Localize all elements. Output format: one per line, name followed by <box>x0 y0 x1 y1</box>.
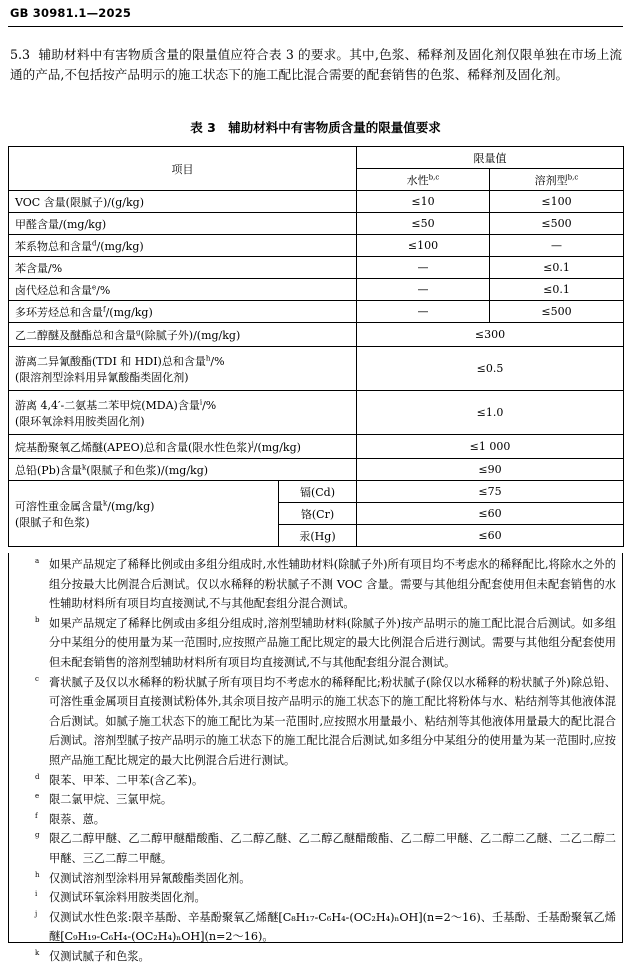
note-item <box>35 908 616 947</box>
note-item <box>35 790 616 810</box>
row-name: 总铅(Pb)含量$^k$(限腻子和色浆)/(mg/kg) <box>9 459 357 481</box>
header-limit: 限量值 <box>357 147 624 169</box>
table-caption: 表 3 辅助材料中有害物质含量的限量值要求 <box>190 120 441 135</box>
header-water: 水性$^{b,c}$ <box>357 169 490 191</box>
table-row <box>9 481 624 503</box>
table-row <box>9 191 624 213</box>
heavy-metal-name: 可溶性重金属含量$^k$/(mg/kg) (限腻子和色浆) <box>9 481 279 547</box>
row-water-value: — <box>357 301 490 323</box>
row-subnote: (限溶剂型涂料用异氰酸酯类固化剂) <box>15 370 189 384</box>
note-item <box>35 673 616 771</box>
table-header-row <box>9 147 624 169</box>
metal-value: ≤60 <box>357 525 624 547</box>
table-row <box>9 391 624 435</box>
row-name: 卤代烃总和含量$^e$/% <box>9 279 357 301</box>
note-text: 仅测试腻子和色浆。 <box>49 949 150 963</box>
row-merged-value: ≤1.0 <box>357 391 624 435</box>
note-item <box>35 810 616 830</box>
row-name: 多环芳烃总和含量$^f$/(mg/kg) <box>9 301 357 323</box>
row-solvent-value: ≤100 <box>490 191 624 213</box>
note-text: 如果产品规定了稀释比例或由多组分组成时,水性辅助材料(除腻子外)所有项目均不考虑水的稀释配比,将除水之外的组分按最大比例混合后测试。仅以水稀释的粉状腻子不测 VOC 含量。需要与其他组分配套使用但未配套销售的水性辅助材料所有项目均直接测试,不与其他配套组分混合测试。 <box>49 558 616 611</box>
table-row <box>9 257 624 279</box>
note-text: 仅测试环氧涂料用胺类固化剂。 <box>49 891 206 905</box>
note-text: 仅测试水性色浆:限辛基酚、辛基酚聚氧乙烯醚[C₈H₁₇-C₆H₄-(OC₂H₄)ₙOH](n=2～16)、壬基酚、壬基酚聚氧乙烯醚[C₉H₁₉-C₆H₄-(OC₂H₄)ₙOH](n=2～16)。 <box>49 910 616 944</box>
note-marker: f <box>35 811 38 820</box>
table-row <box>9 323 624 347</box>
row-subnote: (限环氧涂料用胺类固化剂) <box>15 414 145 428</box>
table-row <box>9 279 624 301</box>
row-water-value: ≤50 <box>357 213 490 235</box>
note-marker: j <box>35 909 38 918</box>
clause-text: 辅助材料中有害物质含量的限量值应符合表 3 的要求。其中,色浆、稀释剂及固化剂仅限单独在市场上流通的产品,不包括按产品明示的施工状态下的施工配比混合需要的配套销售的色浆、稀释剂及固化剂。 <box>10 47 622 82</box>
metal-name: 镉(Cd) <box>279 481 357 503</box>
note-marker: e <box>35 792 40 801</box>
note-marker: k <box>35 948 40 957</box>
note-item <box>35 829 616 868</box>
row-subnote: (限腻子和色浆) <box>15 515 90 529</box>
clause-number: 5.3 <box>10 47 31 62</box>
note-item <box>35 888 616 908</box>
note-text: 限乙二醇甲醚、乙二醇甲醚醋酸酯、乙二醇乙醚、乙二醇乙醚醋酸酯、乙二醇二甲醚、乙二醇二乙醚、二乙二醇二甲醚、三乙二醇二甲醚。 <box>49 832 616 865</box>
row-name: 游离二异氰酸酯(TDI 和 HDI)总和含量$^h$/% (限溶剂型涂料用异氰酸酯类固化剂) <box>9 347 357 391</box>
table-row <box>9 435 624 459</box>
table-row <box>9 301 624 323</box>
note-item <box>35 614 616 673</box>
metal-value: ≤75 <box>357 481 624 503</box>
row-solvent-value: ≤0.1 <box>490 257 624 279</box>
row-name: 烷基酚聚氧乙烯醚(APEO)总和含量(限水性色浆)$^j$/(mg/kg) <box>9 435 357 459</box>
note-item <box>35 771 616 791</box>
row-water-value: ≤100 <box>357 235 490 257</box>
note-marker: i <box>35 890 38 899</box>
row-merged-value: ≤300 <box>357 323 624 347</box>
header-item: 项目 <box>9 147 357 191</box>
header-solvent: 溶剂型$^{b,c}$ <box>490 169 624 191</box>
note-marker: h <box>35 870 40 879</box>
table-row <box>9 459 624 481</box>
row-solvent-value: ≤500 <box>490 213 624 235</box>
row-merged-value: ≤1 000 <box>357 435 624 459</box>
row-name: 游离 4,4′-二氨基二苯甲烷(MDA)含量$^i$/% (限环氧涂料用胺类固化剂) <box>9 391 357 435</box>
note-item <box>35 869 616 889</box>
row-solvent-value: ≤0.1 <box>490 279 624 301</box>
note-text: 膏状腻子及仅以水稀释的粉状腻子所有项目均不考虑水的稀释配比;粉状腻子(除仅以水稀释的粉状腻子外)除总铅、可溶性重金属项目直接测试粉体外,其余项目按产品明示的施工状态下的施工配比将粉体与水、粘结剂等其他液体混合后测试。如腻子施工状态下的施工配比为某一范围时,应按照水用量最小、粘结剂等其他液体用量最大的配比混合后测试。溶剂型腻子按产品明示的施工状态下的施工配比混合后测试,如多组分中某组分的使用量为某一范围时,应按照产品施工配比规定的最大比例混合后进行测试。 <box>49 675 616 767</box>
row-water-value: — <box>357 279 490 301</box>
row-name: VOC 含量(限腻子)/(g/kg) <box>9 191 357 213</box>
row-name: 苯含量/% <box>9 257 357 279</box>
note-text: 限萘、蒽。 <box>49 812 105 826</box>
note-marker: b <box>35 615 40 624</box>
metal-name: 汞(Hg) <box>279 525 357 547</box>
clause-paragraph <box>10 45 622 85</box>
note-item <box>35 947 616 966</box>
table-row <box>9 235 624 257</box>
row-solvent-value: — <box>490 235 624 257</box>
note-text: 如果产品规定了稀释比例或由多组分组成时,溶剂型辅助材料(除腻子外)按产品明示的施工配比混合后测试。如多组分中某组分的使用量为某一范围时,应按照产品施工配比规定的最大比例混合后进行测试。需要与其他组分配套使用但未配套销售的溶剂型辅助材料所有项目均直接测试,不与其他配套组分混合测试。 <box>49 616 616 669</box>
table-row <box>9 347 624 391</box>
row-name: 甲醛含量/(mg/kg) <box>9 213 357 235</box>
row-water-value: ≤10 <box>357 191 490 213</box>
row-merged-value: ≤90 <box>357 459 624 481</box>
note-marker: c <box>35 674 39 683</box>
note-marker: g <box>35 831 40 840</box>
note-text: 限二氯甲烷、三氯甲烷。 <box>49 793 173 807</box>
note-text: 限苯、甲苯、二甲苯(含乙苯)。 <box>49 773 204 787</box>
row-solvent-value: ≤500 <box>490 301 624 323</box>
header-rule <box>8 26 623 27</box>
note-marker: a <box>35 557 40 565</box>
row-merged-value: ≤0.5 <box>357 347 624 391</box>
note-marker: d <box>35 772 40 781</box>
table-notes <box>8 553 623 963</box>
standard-number: GB 30981.1—2025 <box>10 6 132 20</box>
table-row <box>9 213 624 235</box>
metal-value: ≤60 <box>357 503 624 525</box>
metal-name: 铬(Cr) <box>279 503 357 525</box>
note-item <box>35 555 616 614</box>
note-text: 仅测试溶剂型涂料用异氰酸酯类固化剂。 <box>49 871 251 885</box>
row-name: 苯系物总和含量$^d$/(mg/kg) <box>9 235 357 257</box>
row-water-value: — <box>357 257 490 279</box>
row-name: 乙二醇醚及醚酯总和含量$^g$(除腻子外)/(mg/kg) <box>9 323 357 347</box>
limits-table <box>8 146 624 547</box>
